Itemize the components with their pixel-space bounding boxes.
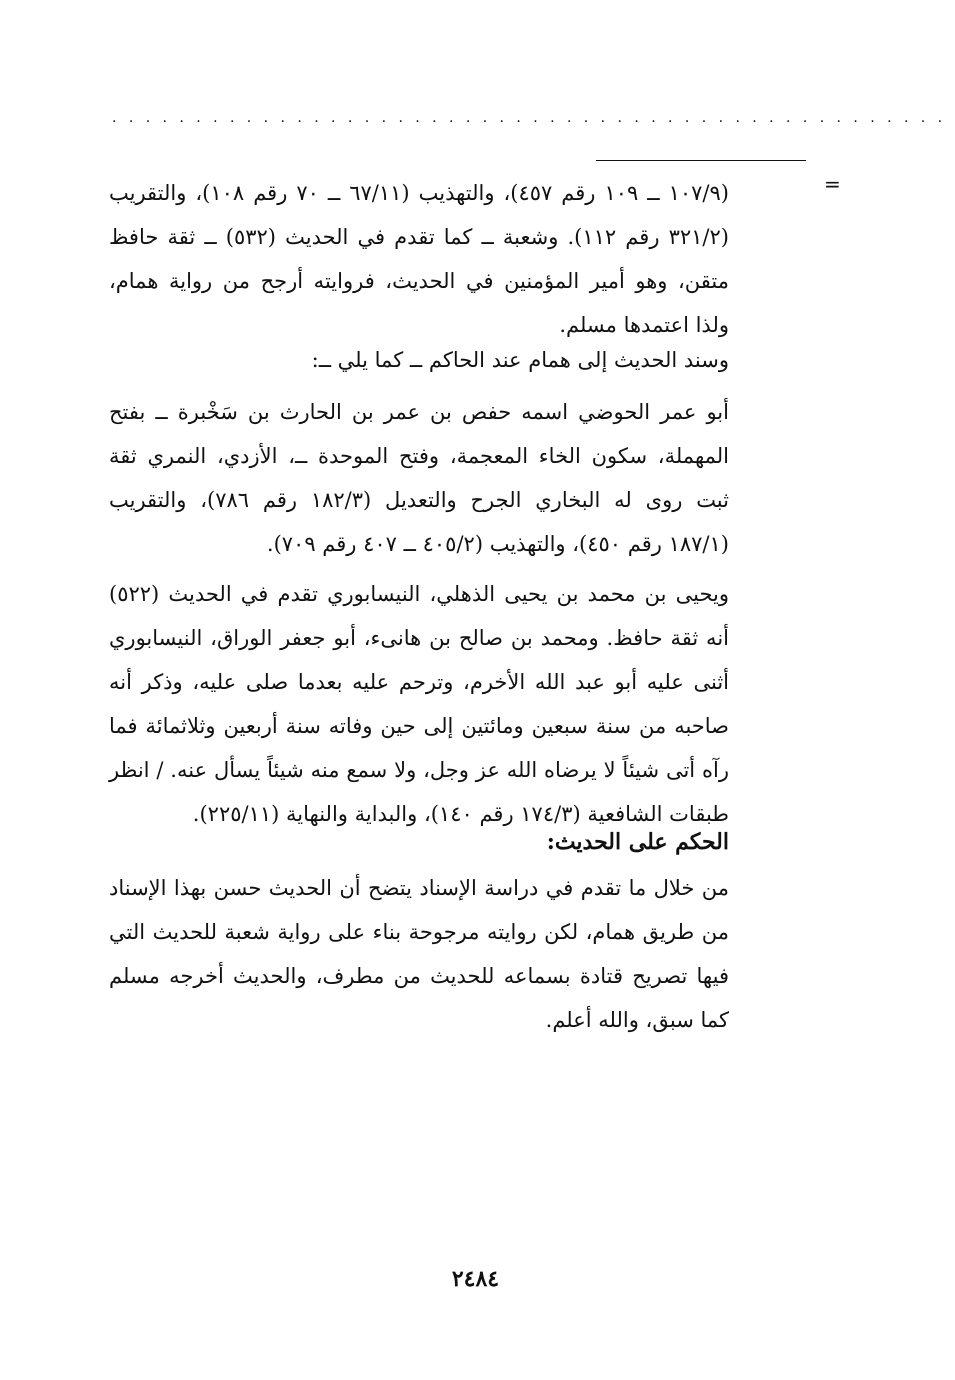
sanad-intro [109, 338, 729, 382]
page-number: ٢٤٨٤ [451, 1266, 500, 1292]
verdict-heading: الحكم على الحديث: [546, 829, 729, 855]
footnote-rule [596, 160, 806, 161]
narrator-paragraph-1 [109, 390, 729, 566]
narrator-paragraph-2-text: ويحيى بن محمد بن يحيى الذهلي، النيسابوري تقدم في الحديث (٥٢٢) أنه ثقة حافظ. ومحمد بن صالح بن هانىء، أبو جعفر الوراق، النيسابوري أثنى عليه أبو عبد الله الأخرم، وترحم عليه بعدما صلى عليه، وذكر أنه صاحبه من سنة سبعين ومائتين إلى حين وفاته سنة أربعين وثلاثمائة فما رآه أتى شيئاً لا يرضاه الله عز وجل، ولا سمع منه شيئاً يسأل عنه. / انظر طبقات الشافعية (١٧٤/٣ رقم ١٤٠)، والبداية والنهاية (٢٢٥/١١). [109, 582, 729, 826]
verdict-section [109, 866, 729, 1042]
sanad-intro-text: وسند الحديث إلى همام عند الحاكم ــ كما يلي ــ: [311, 348, 729, 372]
footnote-text: (١٠٧/٩ ــ ١٠٩ رقم ٤٥٧)، والتهذيب (٦٧/١١ ــ ٧٠ رقم ١٠٨)، والتقريب (٣٢١/٢ رقم ١١٢). وشعبة ــ كما تقدم في الحديث (٥٣٢) ــ ثقة حافظ متقن، وهو أمير المؤمنين في الحديث، فروايته أرجح من رواية همام، ولذا اعتمدها مسلم. [109, 181, 729, 337]
narrator-paragraph-1-text: أبو عمر الحوضي اسمه حفص بن عمر بن الحارث بن سَخْبرة ــ بفتح المهملة، سكون الخاء المعجمة، وفتح الموحدة ــ، الأزدي، النمري ثقة ثبت روى له البخاري الجرح والتعديل (١٨٢/٣ رقم ٧٨٦)، والتقريب (١٨٧/١ رقم ٤٥٠)، والتهذيب (٤٠٥/٢ ــ ٤٠٧ رقم ٧٠٩). [109, 400, 729, 556]
narrator-paragraph-2 [109, 572, 729, 836]
footnote-continuation [109, 171, 729, 347]
verdict-text: من خلال ما تقدم في دراسة الإسناد يتضح أن الحديث حسن بهذا الإسناد من طريق همام، لكن روايته مرجوحة بناء على رواية شعبة للحديث التي فيها تصريح قتادة بسماعه للحديث من مطرف، والحديث أخرجه مسلم كما سبق، والله أعلم. [109, 876, 729, 1032]
continuation-mark: = [824, 172, 841, 196]
dotted-separator: .................................................. [112, 110, 955, 126]
